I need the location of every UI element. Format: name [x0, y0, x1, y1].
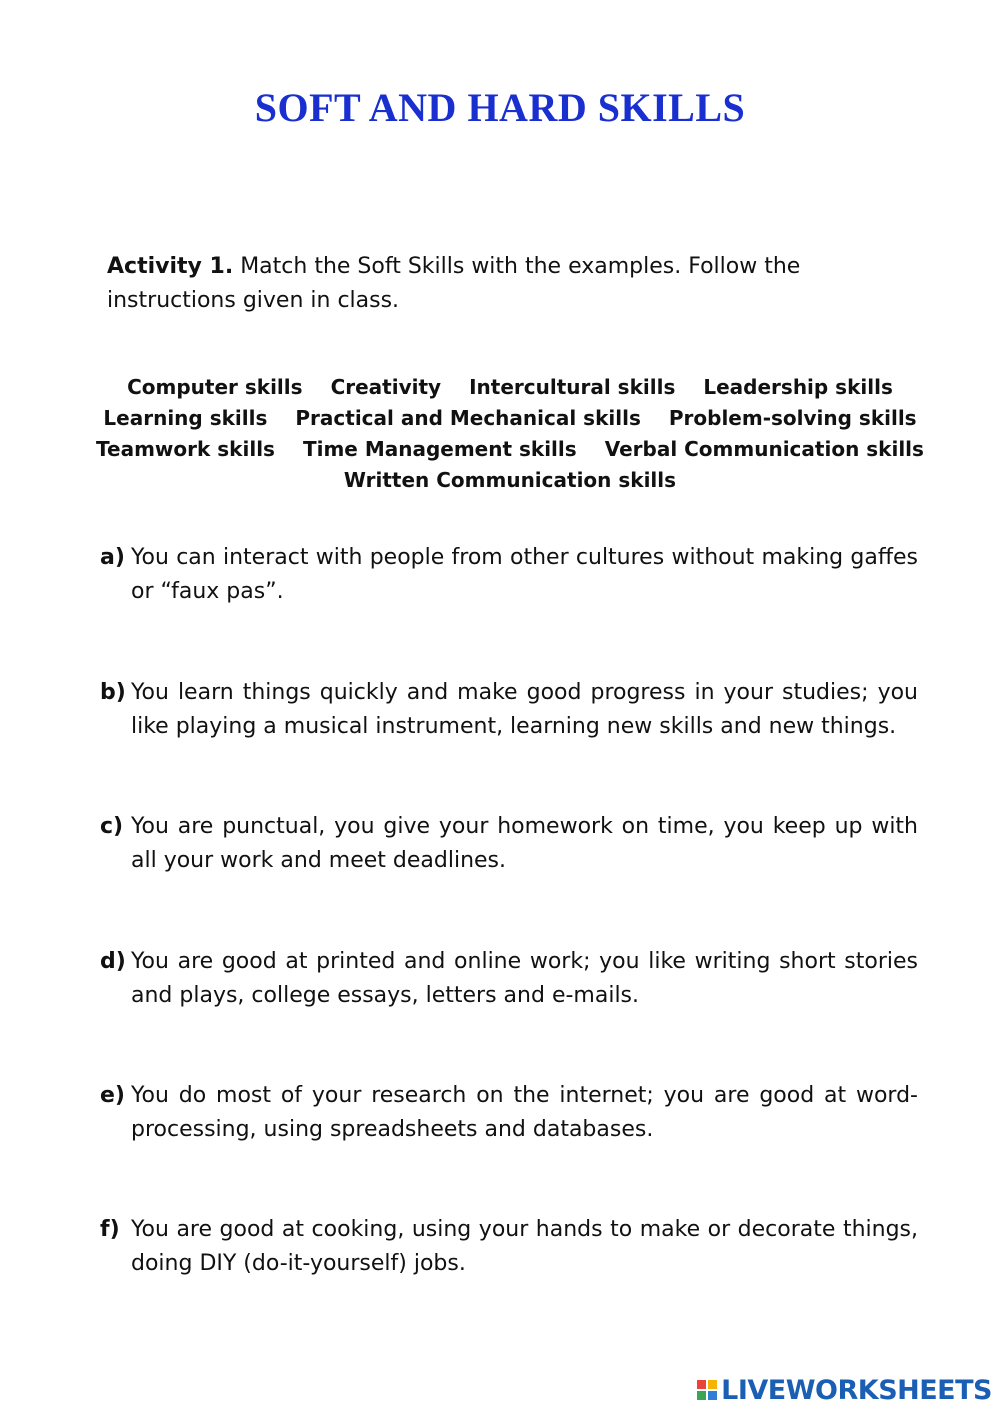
word-bank-line: [90, 465, 930, 496]
word-bank-term: Computer skills: [127, 375, 303, 399]
word-bank-term: Time Management skills: [302, 437, 577, 461]
item-letter: d): [100, 949, 126, 974]
activity-text: Match the Soft Skills with the examples. Follow the instructions given in class.: [107, 254, 801, 313]
item-letter: c): [100, 814, 124, 839]
item-letter: f): [100, 1217, 120, 1242]
item-letter: b): [100, 680, 126, 705]
exercise-item-e: [100, 1079, 918, 1147]
word-bank-line: [90, 403, 930, 434]
word-bank-line: [90, 434, 930, 465]
item-letter: a): [100, 545, 125, 570]
word-bank-term: Leadership skills: [703, 375, 893, 399]
exercise-item-d: [100, 945, 918, 1013]
logo-square: [708, 1380, 717, 1389]
word-bank-term: Practical and Mechanical skills: [295, 406, 641, 430]
word-bank-term: Problem-solving skills: [668, 406, 917, 430]
logo-square: [708, 1391, 717, 1400]
logo-square: [697, 1391, 706, 1400]
word-bank-line: [90, 372, 930, 403]
word-bank-term: Creativity: [330, 375, 442, 399]
word-bank-term: Intercultural skills: [469, 375, 676, 399]
logo-grid-icon: [697, 1380, 717, 1400]
item-text: You are good at printed and online work; you like writing short stories and plays, college essays, letters and e-mails.: [131, 949, 918, 1008]
word-bank: [90, 372, 930, 496]
item-text: You can interact with people from other cultures without making gaffes or “faux pas”.: [131, 545, 918, 604]
logo-square: [697, 1380, 706, 1389]
word-bank-term: Teamwork skills: [96, 437, 275, 461]
exercise-item-c: [100, 810, 918, 878]
activity-instructions: [107, 250, 917, 318]
item-letter: e): [100, 1083, 125, 1108]
item-text: You are good at cooking, using your hands to make or decorate things, doing DIY (do-it-yourself) jobs.: [131, 1217, 918, 1276]
exercise-item-f: [100, 1213, 918, 1281]
item-text: You learn things quickly and make good progress in your studies; you like playing a musical instrument, learning new skills and new things.: [131, 680, 918, 739]
activity-label: Activity 1.: [107, 254, 234, 279]
word-bank-term: Verbal Communication skills: [604, 437, 924, 461]
word-bank-term: Learning skills: [103, 406, 268, 430]
item-text: You do most of your research on the internet; you are good at word-processing, using spreadsheets and databases.: [131, 1083, 918, 1142]
liveworksheets-logo[interactable]: [697, 1373, 992, 1407]
item-text: You are punctual, you give your homework on time, you keep up with all your work and meet deadlines.: [131, 814, 918, 873]
exercise-item-b: [100, 676, 918, 744]
exercise-item-a: [100, 541, 918, 609]
logo-text: LIVEWORKSHEETS: [721, 1374, 992, 1406]
word-bank-term: Written Communication skills: [343, 468, 677, 492]
page-title: SOFT AND HARD SKILLS: [254, 85, 746, 130]
